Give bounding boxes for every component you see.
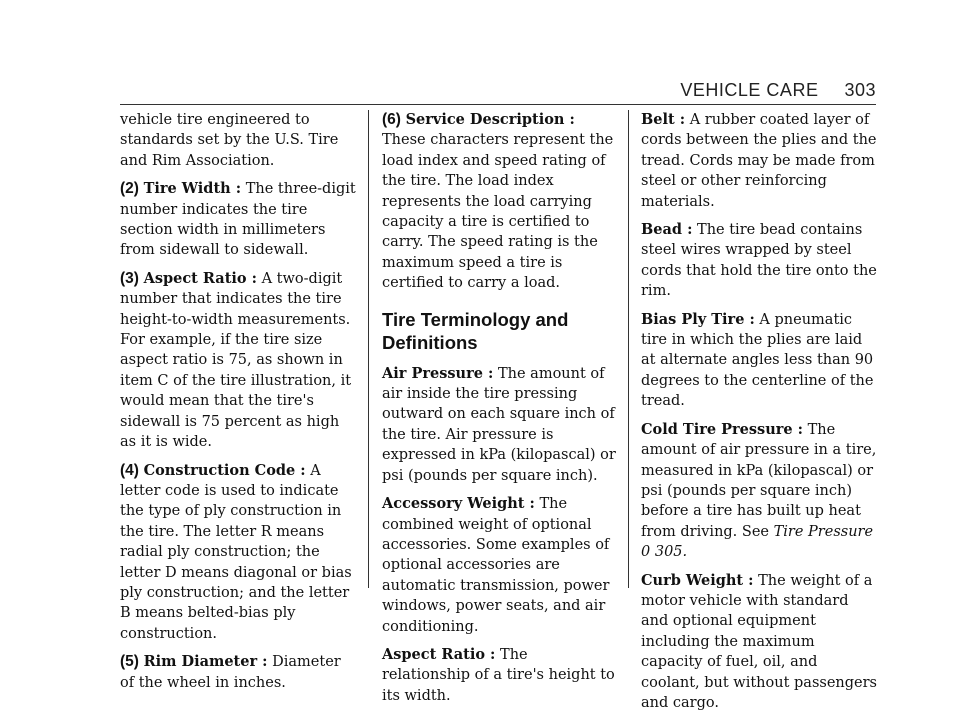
definition-text: The amount of air pressure in a tire, measured in kPa (kilopascal) or psi (pounds per square inch) before a tire has built up heat from driving. See	[641, 421, 877, 540]
term: Accessory Weight :	[382, 495, 535, 513]
definition-text: A two-digit number that indicates the tire height-to-width measurements. For example, if the tire size aspect ratio is 75, as shown in item C of the tire illustration, it would mean that the tire's sidewall is 75 percent as high as it is wide.	[120, 270, 352, 451]
term: Belt :	[641, 111, 686, 128]
reference-end: .	[682, 544, 688, 561]
definition-aspect-ratio-2	[382, 645, 618, 706]
definition-text: The weight of a motor vehicle with standard and optional equipment including the maximum capacity of fuel, oil, and coolant, but without passengers and cargo.	[641, 572, 877, 711]
term: Air Pressure :	[382, 364, 494, 382]
item-number: (5)	[120, 653, 139, 671]
definition-text: The tire bead contains steel wires wrapped by steel cords that hold the tire onto the rim.	[641, 222, 877, 300]
definition-service-description	[382, 110, 618, 294]
definition-curb-weight	[641, 571, 877, 714]
definition-text: These characters represent the load index and speed rating of the tire. The load index represents the load carrying capacity a tire is certified to carry. The speed rating is the maximum speed a tire is certified to carry a load.	[382, 132, 614, 292]
term: Service Description :	[405, 111, 575, 128]
page-number: 303	[844, 80, 876, 100]
definition-cold-tire-pressure	[641, 420, 877, 563]
section-heading: Tire Terminology and Definitions	[382, 308, 569, 353]
definition-text: The amount of air inside the tire pressing outward on each square inch of the tire. Air pressure is expressed in kPa (kilopascal) or psi (pounds per square inch).	[382, 365, 616, 484]
term: Cold Tire Pressure :	[641, 420, 804, 438]
item-number: (6)	[382, 111, 401, 128]
definition-bias-ply-tire	[641, 310, 877, 412]
term: Rim Diameter :	[143, 653, 268, 671]
definition-text: A rubber coated layer of cords between the plies and the tread. Cords may be made from steel or other reinforcing materials.	[641, 112, 877, 210]
header-rule	[120, 104, 876, 105]
term: Curb Weight :	[641, 571, 754, 589]
definition-text: The combined weight of optional accessories. Some examples of optional accessories are automatic transmission, power windows, power seats, and air conditioning.	[382, 496, 610, 635]
definition-text: The three-digit number indicates the tire section width in millimeters from sidewall to sidewall.	[120, 181, 356, 259]
term: Construction Code :	[143, 461, 306, 479]
item-number: (4)	[120, 461, 139, 479]
intro-paragraph: vehicle tire engineered to standards set by the U.S. Tire and Rim Association.	[120, 112, 339, 169]
column-divider-2	[628, 110, 629, 588]
definition-aspect-ratio	[120, 269, 356, 453]
column-1	[120, 110, 356, 701]
definition-accessory-weight	[382, 494, 618, 637]
reference-page: 305	[654, 544, 683, 561]
column-divider-1	[368, 110, 369, 588]
definition-rim-diameter	[120, 652, 356, 693]
definition-text: A letter code is used to indicate the type of ply construction in the tire. The letter R means radial ply construction; the letter D means diagonal or bias ply construction; and the letter B means belted-bias ply construction.	[120, 462, 352, 642]
item-number: (3)	[120, 269, 139, 287]
definition-text: Diameter of the wheel in inches.	[120, 654, 341, 691]
definition-tire-width	[120, 179, 356, 261]
page-header	[120, 80, 876, 101]
definition-air-pressure	[382, 364, 618, 486]
term: Aspect Ratio :	[143, 269, 257, 287]
definition-text: A pneumatic tire in which the plies are laid at alternate angles less than 90 degrees to the centerline of the tread.	[641, 311, 874, 410]
column-3	[641, 110, 877, 721]
reference-title: Tire Pressure	[773, 523, 874, 540]
term: Bead :	[641, 221, 693, 239]
item-number: (2)	[120, 180, 139, 198]
definition-text: The relationship of a tire's height to its width.	[382, 646, 615, 704]
term: Tire Width :	[143, 180, 242, 198]
term: Aspect Ratio :	[382, 645, 496, 663]
definition-belt	[641, 110, 877, 212]
term: Bias Ply Tire :	[641, 310, 755, 328]
column-2	[382, 110, 618, 714]
page-reference-icon: 0	[641, 544, 651, 561]
section-title: VEHICLE CARE	[680, 80, 819, 100]
definition-construction-code	[120, 461, 356, 645]
definition-bead	[641, 220, 877, 302]
